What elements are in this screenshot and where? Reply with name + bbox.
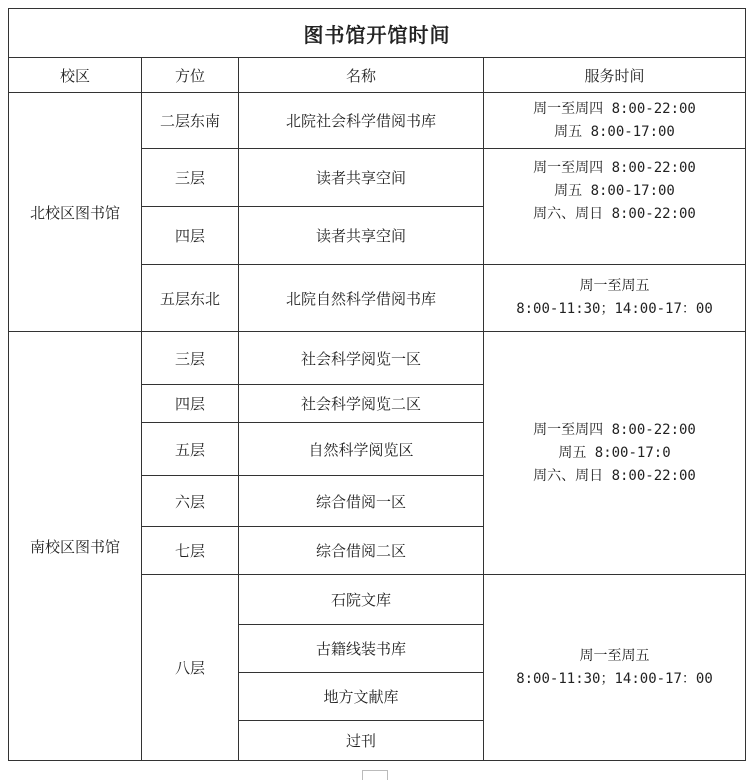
table-cell-name: 社会科学阅览二区 <box>239 385 484 423</box>
table-cell-name: 自然科学阅览区 <box>239 423 484 476</box>
hours-line: 周五 8:00-17:0 <box>558 444 671 461</box>
hours-cell <box>484 575 746 761</box>
table-cell-name: 社会科学阅览一区 <box>239 332 484 385</box>
table-cell-position: 八层 <box>142 575 239 761</box>
opening-hours-table <box>8 8 746 761</box>
hours-line: 周一至周四 8:00-22:00 <box>533 421 696 438</box>
table-cell-position: 六层 <box>142 476 239 527</box>
table-cell-name: 读者共享空间 <box>239 149 484 207</box>
table-cell-name: 古籍线装书库 <box>239 625 484 673</box>
table-cell-name: 北院社会科学借阅书库 <box>239 93 484 149</box>
hours-line: 8:00-11:30；14:00-17：00 <box>516 670 713 687</box>
hours-line: 周五 8:00-17:00 <box>554 123 675 140</box>
hours-line: 周一至周五 <box>579 278 650 294</box>
table-cell-name: 石院文库 <box>239 575 484 625</box>
hours-cell <box>484 265 746 332</box>
south-campus-label: 南校区图书馆 <box>9 332 142 761</box>
north-campus-label: 北校区图书馆 <box>9 93 142 332</box>
hours-line: 周五 8:00-17:00 <box>554 183 675 199</box>
scroll-handle[interactable] <box>362 770 388 780</box>
table-title: 图书馆开馆时间 <box>9 9 746 58</box>
hours-line: 周一至周四 8:00-22:00 <box>533 160 696 176</box>
hours-line: 周一至周五 <box>579 647 650 664</box>
header-campus: 校区 <box>9 58 142 93</box>
table-cell-position: 五层 <box>142 423 239 476</box>
table-cell-position: 四层 <box>142 385 239 423</box>
header-name: 名称 <box>239 58 484 93</box>
table-cell-position: 五层东北 <box>142 265 239 332</box>
header-hours: 服务时间 <box>484 58 746 93</box>
hours-line: 周六、周日 8:00-22:00 <box>533 467 696 484</box>
table-cell-position: 二层东南 <box>142 93 239 149</box>
table-cell-name: 地方文献库 <box>239 673 484 721</box>
table-cell-name: 过刊 <box>239 721 484 761</box>
header-position: 方位 <box>142 58 239 93</box>
table-cell-name: 北院自然科学借阅书库 <box>239 265 484 332</box>
hours-line: 周六、周日 8:00-22:00 <box>533 206 696 222</box>
table-cell-position: 三层 <box>142 332 239 385</box>
table-cell-name: 读者共享空间 <box>239 207 484 265</box>
hours-line: 周一至周四 8:00-22:00 <box>533 100 696 117</box>
hours-cell <box>484 93 746 149</box>
table-cell-position: 三层 <box>142 149 239 207</box>
table-cell-position: 四层 <box>142 207 239 265</box>
hours-cell <box>484 332 746 575</box>
hours-cell <box>484 149 746 265</box>
table-cell-name: 综合借阅二区 <box>239 527 484 575</box>
table-cell-position: 七层 <box>142 527 239 575</box>
table-cell-name: 综合借阅一区 <box>239 476 484 527</box>
hours-line: 8:00-11:30；14:00-17：00 <box>516 301 713 317</box>
